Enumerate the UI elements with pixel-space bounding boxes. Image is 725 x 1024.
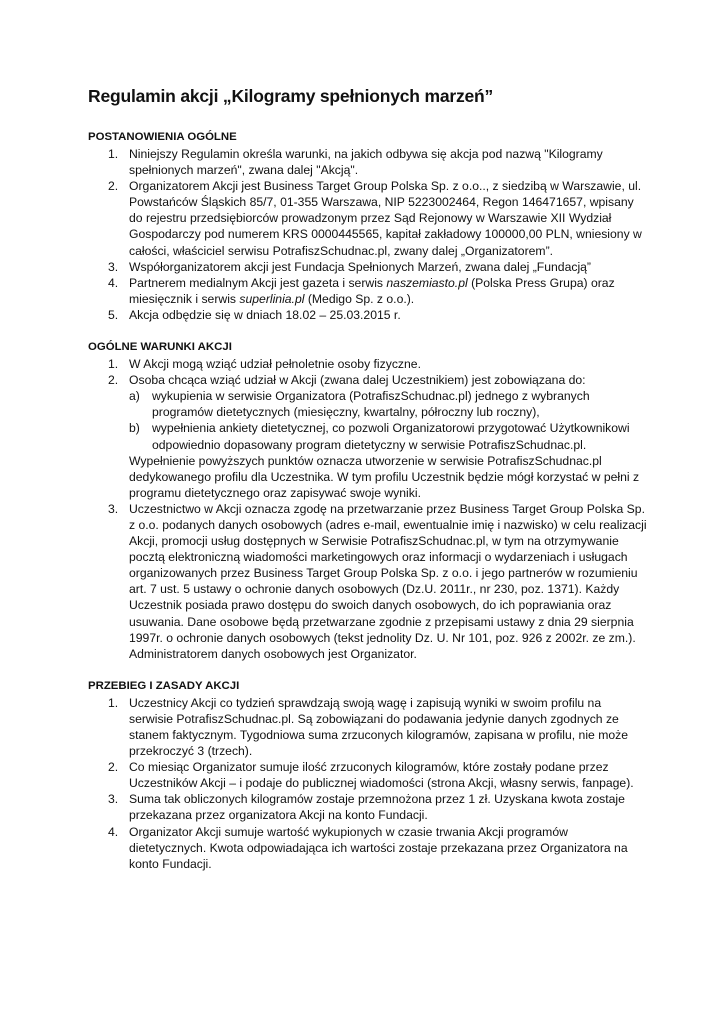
- media-partner-name: naszemiasto.pl: [386, 275, 468, 290]
- item-number: 5.: [108, 307, 119, 322]
- list-item: [88, 372, 648, 388]
- section-przebieg-i-zasady-akcji: [88, 678, 648, 872]
- list-item: [88, 501, 648, 662]
- item-text: Uczestnictwo w Akcji oznacza zgodę na przetwarzanie przez Business Target Group Polska Sp. z o.o. podanych danych osobowych (adres e-mail, ewentualnie imię i nazwisko) w celu realizacji Akcji, promocji usług dostępnych w Serwisie PotrafiszSchudnac.pl, w tym na otrzymywanie pocztą elektroniczną wiadomości marketingowych oraz informacji o wydarzeniach i usługach organizowanych przez Business Target Group Polska Sp. z o.o. i jego partnerów w rozumieniu art. 7 ust. 5 ustawy o ochronie danych osobowych (Dz.U. 2011r., nr 230, poz. 1371). Każdy Uczestnik posiada prawo dostępu do swoich danych osobowych, do ich poprawiania oraz usuwania. Dane osobowe będą przetwarzane zgodnie z przepisami ustawy z dnia 29 sierpnia 1997r. o ochronie danych osobowych (tekst jednolity Dz. U. Nr 101, poz. 926 z 2002r. ze zm.). Administratorem danych osobowych jest Organizator.: [129, 501, 647, 661]
- list-item: [88, 791, 648, 823]
- continuation-paragraph: Wypełnienie powyższych punktów oznacza utworzenie w serwisie PotrafiszSchudnac.pl dedykowanego profilu dla Uczestnika. W tym profilu Uczestnik będzie mógł korzystać w pełni z programu dietetycznego oraz zapisywać swoje wyniki.: [129, 453, 640, 500]
- item-number: 2.: [108, 760, 119, 775]
- list-item: [88, 356, 648, 372]
- section-postanowienia-ogolne: [88, 129, 648, 323]
- sub-item-label: b): [129, 421, 140, 436]
- list-item: [88, 824, 648, 872]
- item-number: 3.: [108, 501, 119, 516]
- item-number: 4.: [108, 824, 119, 839]
- item-text: Współorganizatorem akcji jest Fundacja Spełnionych Marzeń, zwana dalej „Fundacją”: [129, 259, 591, 274]
- item-number: 1.: [108, 147, 119, 161]
- item-text: W Akcji mogą wziąć udział pełnoletnie osoby fizyczne.: [129, 357, 421, 372]
- item-number: 2.: [108, 179, 119, 194]
- section-heading: POSTANOWIENIA OGÓLNE: [88, 131, 237, 143]
- item-number: 3.: [108, 792, 119, 807]
- item-text-part: (Medigo Sp. z o.o.).: [304, 291, 415, 306]
- item-text: Co miesiąc Organizator sumuje ilość zrzuconych kilogramów, które zostały podane przez Uczestników Akcji – i podaje do publicznej wiadomości (strona Akcji, własny serwis, fanpage).: [129, 760, 634, 791]
- media-partner-name: superlinia.pl: [239, 291, 305, 306]
- item-text: Suma tak obliczonych kilogramów zostaje przemnożona przez 1 zł. Uzyskana kwota zostaje przekazana przez organizatora Akcji na konto Fundacji.: [129, 792, 625, 823]
- sub-item-label: a): [129, 389, 140, 404]
- section-ogolne-warunki-akcji: [88, 339, 648, 662]
- document-page: [88, 86, 648, 888]
- item-number: 1.: [108, 357, 119, 372]
- sub-item-text: wypełnienia ankiety dietetycznej, co pozwoli Organizatorowi przygotować Użytkownikowi odpowiednio dopasowany program dietetyczny w serwisie PotrafiszSchudnac.pl.: [152, 421, 630, 452]
- item-text: Organizatorem Akcji jest Business Target Group Polska Sp. z o.o.., z siedzibą w Warszawie, ul. Powstańców Śląskich 85/7, 01-355 Warszawa, NIP 5223002464, Regon 146471657, wpisany do rejestru przedsiębiorców prowadzonym przez Sąd Rejonowy w Warszawie XII Wydział Gospodarczy pod numerem KRS 0000445565, kapitał zakładowy 100000,00 PLN, wniesiony w całości, właściciel serwisu PotrafiszSchudnac.pl, zwany dalej „Organizatorem”.: [129, 179, 642, 258]
- item-number: 1.: [108, 695, 119, 710]
- item-text-part: Partnerem medialnym Akcji jest gazeta i serwis: [129, 275, 387, 290]
- item-text: Akcja odbędzie się w dniach 18.02 – 25.03.2015 r.: [129, 307, 401, 322]
- document-title: Regulamin akcji „Kilogramy spełnionych marzeń”: [88, 86, 494, 106]
- list-item: [88, 259, 648, 275]
- item-text: Osoba chcąca wziąć udział w Akcji (zwana dalej Uczestnikiem) jest zobowiązana do:: [129, 373, 586, 388]
- item-text-part: (Polska Press Grupa) oraz miesięcznik i serwis: [129, 275, 615, 306]
- item-number: 2.: [108, 373, 119, 388]
- item-number: 3.: [108, 259, 119, 274]
- list-item: [88, 275, 648, 307]
- list-item: [88, 759, 648, 791]
- sub-item-text: wykupienia w serwisie Organizatora (PotrafiszSchudnac.pl) jednego z wybranych programów dietetycznych (miesięczny, kwartalny, półroczny lub roczny),: [152, 389, 590, 420]
- sub-list-item: [88, 420, 648, 452]
- list-item: [88, 146, 648, 178]
- item-number: 4.: [108, 275, 119, 290]
- item-text: Niniejszy Regulamin określa warunki, na jakich odbywa się akcja pod nazwą "Kilogramy spełnionych marzeń", zwana dalej "Akcją".: [129, 147, 603, 178]
- list-item: [88, 307, 648, 323]
- item-text: Uczestnicy Akcji co tydzień sprawdzają swoją wagę i zapisują wyniki w swoim profilu na serwisie PotrafiszSchudnac.pl. Są zobowiązani do podawania jedynie danych zgodnych ze stanem faktycznym. Tygodniowa suma zrzuconych kilogramów, zapisana w profilu, nie może przekroczyć 3 (trzech).: [129, 695, 629, 759]
- item-text: Organizator Akcji sumuje wartość wykupionych w czasie trwania Akcji programów dietetycznych. Kwota odpowiadająca ich wartości zostaje przekazana przez Organizatora na konto Fundacji.: [129, 824, 628, 871]
- sub-list-item: [88, 388, 648, 420]
- list-item: [88, 178, 648, 258]
- section-heading: PRZEBIEG I ZASADY AKCJI: [88, 679, 240, 692]
- section-heading: OGÓLNE WARUNKI AKCJI: [88, 341, 232, 354]
- list-item: [88, 695, 648, 759]
